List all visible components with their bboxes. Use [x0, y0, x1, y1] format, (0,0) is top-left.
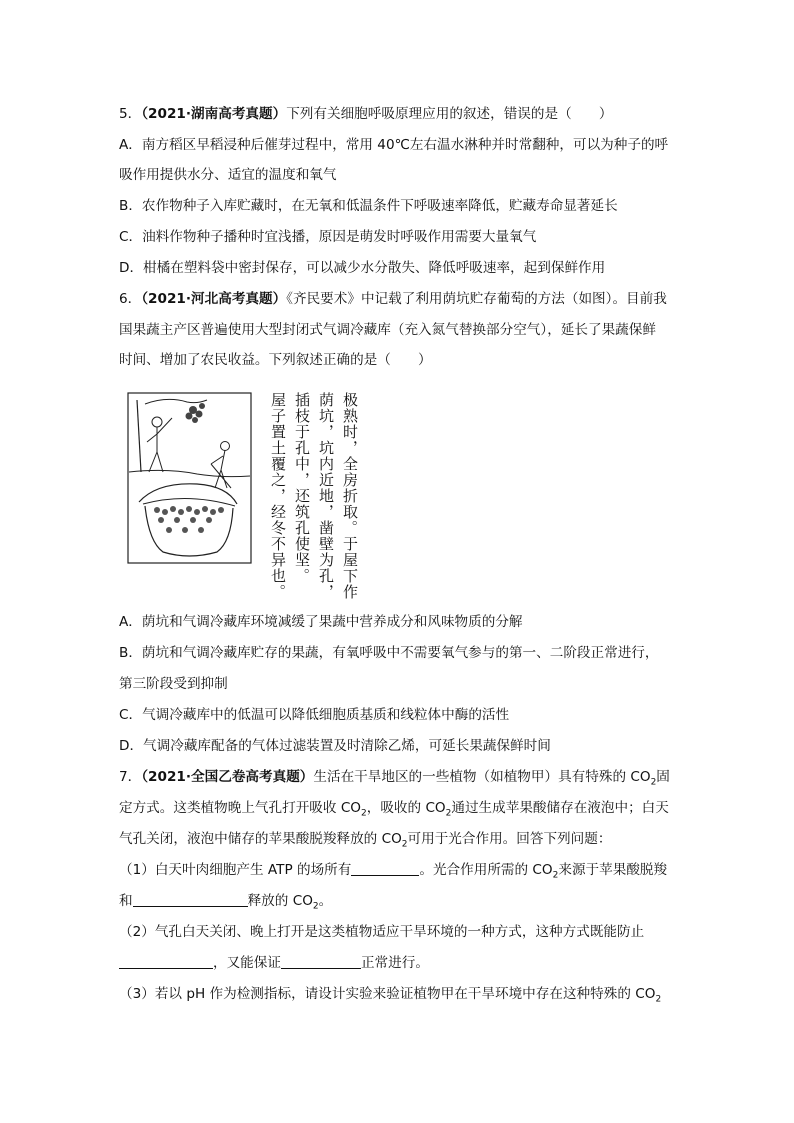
figure-caption-col-4: 屋子置土覆之，经冬不异也。: [269, 392, 287, 600]
q6-stem-cont: 国果蔬主产区普遍使用大型封闭式气调冷藏库（充入氮气替换部分空气），延长了果蔬保鲜: [119, 322, 656, 338]
q7-sub1: （1）白天叶肉细胞产生 ATP 的场所有 。光合作用所需的 $CO_2$来源于苹果酸脱羧: [119, 862, 668, 881]
q7-stem-cont2: 气孔关闭，液泡中储存的苹果酸脱羧释放的 $CO_2$可用于光合作用。回答下列问题：: [119, 831, 612, 850]
q6-option-d: D．气调冷藏库配备的气体过滤装置及时清除乙烯，可延长果蔬保鲜时间: [119, 738, 551, 754]
q7-stem: 7．（2021·全国乙卷高考真题）生活在干旱地区的一些植物（如植物甲）具有特殊的 $CO_2$固: [119, 769, 670, 788]
q6-option-b: B．荫坑和气调冷藏库贮存的果蔬，有氧呼吸中不需要氧气参与的第一、二阶段正常进行，: [119, 645, 659, 661]
answer-blank-1[interactable]: [351, 861, 419, 876]
q5-stem: 5．（2021·湖南高考真题）下列有关细胞呼吸原理应用的叙述，错误的是（ ）: [119, 106, 613, 122]
q7-sub1-cont: 和 释放的 $CO_2$。: [119, 893, 333, 912]
answer-blank-2[interactable]: [133, 892, 248, 907]
answer-blank-3[interactable]: [119, 954, 213, 969]
q5-option-c: C．油料作物种子播种时宜浅播，原因是萌发时呼吸作用需要大量氧气: [119, 229, 537, 245]
q5-option-a-cont: 吸作用提供水分、适宜的温度和氧气: [119, 167, 337, 183]
figure-caption-col-2: 荫坑，坑内近地，凿壁为孔，: [317, 392, 335, 600]
q5-option-a: A．南方稻区早稻浸种后催芽过程中，常用 40℃左右温水淋种并时常翻种，可以为种子的呼: [119, 137, 669, 153]
q7-stem-cont: 定方式。这类植物晚上气孔打开吸收 $CO_2$，吸收的 $CO_2$通过生成苹果酸储存在液泡中；白天: [119, 800, 669, 819]
q5-source: （2021·湖南高考真题）: [141, 106, 287, 122]
q7-source: （2021·全国乙卷高考真题）: [141, 769, 314, 785]
figure-caption-col-1: 极熟时，全房折取。于屋下作: [341, 392, 359, 600]
q5-option-b: B．农作物种子入库贮藏时，在无氧和低温条件下呼吸速率降低，贮藏寿命显著延长: [119, 198, 618, 214]
q6-option-a: A．荫坑和气调冷藏库环境减缓了果蔬中营养成分和风味物质的分解: [119, 614, 523, 630]
answer-blank-4[interactable]: [281, 954, 361, 969]
q7-sub2-cont: ，又能保证 正常进行。: [119, 953, 429, 973]
q6-option-c: C．气调冷藏库中的低温可以降低细胞质基质和线粒体中酶的活性: [119, 707, 510, 723]
q5-option-d: D．柑橘在塑料袋中密封保存，可以减少水分散失、降低呼吸速率，起到保鲜作用: [119, 260, 606, 276]
q7-sub2: （2）气孔白天关闭、晚上打开是这类植物适应干旱环境的一种方式，这种方式既能防止: [119, 924, 645, 940]
q6-stem-cont2: 时间、增加了农民收益。下列叙述正确的是（ ）: [119, 352, 432, 368]
figure-caption-col-3: 插枝于孔中，还筑孔使坚。: [293, 392, 311, 584]
q7-sub3: （3）若以 pH 作为检测指标，请设计实验来验证植物甲在干旱环境中存在这种特殊的 $CO_2$: [119, 986, 662, 1005]
q6-stem: 6．（2021·河北高考真题）《齐民要术》中记载了利用荫坑贮存葡萄的方法（如图）。目前我: [119, 291, 667, 307]
q6-source: （2021·河北高考真题）: [141, 291, 287, 307]
q6-option-b-cont: 第三阶段受到抑制: [119, 676, 228, 692]
